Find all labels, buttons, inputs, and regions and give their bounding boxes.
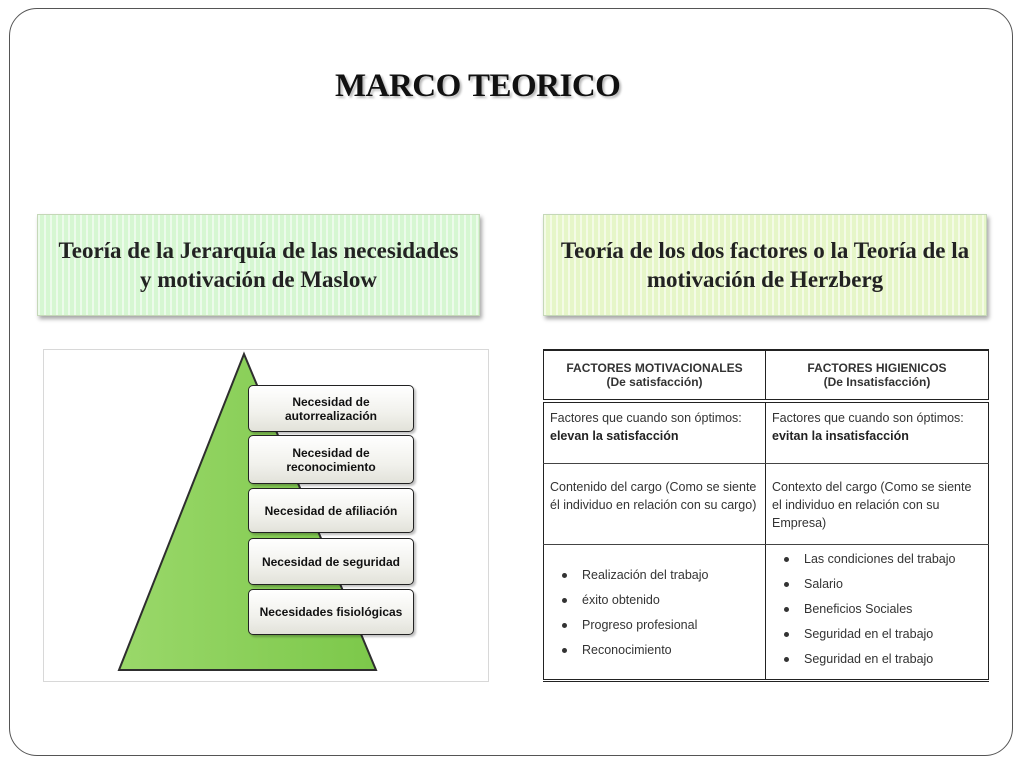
need-level-autorrealizacion: Necesidad de autorrealización xyxy=(248,385,414,432)
header-motivacionales-sub: (De satisfacción) xyxy=(606,375,703,389)
cell-optimos-higienicos xyxy=(766,401,989,464)
higienicos-list xyxy=(772,547,982,672)
header-higienicos-sub: (De Insatisfacción) xyxy=(823,375,931,389)
table-row xyxy=(544,401,989,464)
need-level-seguridad: Necesidad de seguridad xyxy=(248,538,414,585)
table-header-row xyxy=(544,350,989,401)
herzberg-theory-box xyxy=(543,214,987,316)
maslow-pyramid-diagram xyxy=(43,349,489,682)
list-item: Progreso profesional xyxy=(582,613,759,638)
cell-optimos-motivacionales xyxy=(544,401,766,464)
cell-text: Factores que cuando son óptimos: xyxy=(772,411,964,425)
maslow-theory-title: Teoría de la Jerarquía de las necesidades y motivación de Maslow xyxy=(58,238,459,292)
table-row xyxy=(544,545,989,681)
maslow-theory-box xyxy=(37,214,480,316)
cell-text: Factores que cuando son óptimos: xyxy=(550,411,742,425)
herzberg-factors-table xyxy=(543,349,989,682)
page-title: MARCO TEORICO xyxy=(335,68,621,104)
motivacionales-list xyxy=(550,547,759,663)
cell-higienicos-list xyxy=(766,545,989,681)
need-level-fisiologicas: Necesidades fisiológicas xyxy=(248,589,414,635)
header-higienicos-label: FACTORES HIGIENICOS xyxy=(807,361,947,375)
list-item: éxito obtenido xyxy=(582,588,759,613)
table-row xyxy=(544,464,989,545)
list-item: Realización del trabajo xyxy=(582,563,759,588)
need-level-reconocimiento: Necesidad de reconocimiento xyxy=(248,435,414,484)
need-level-afiliacion: Necesidad de afiliación xyxy=(248,488,414,533)
header-motivacionales-label: FACTORES MOTIVACIONALES xyxy=(566,361,743,375)
list-item: Beneficios Sociales xyxy=(804,597,982,622)
cell-text-bold: elevan la satisfacción xyxy=(550,429,679,443)
cell-contenido-cargo: Contenido del cargo (Como se siente él individuo en relación con su cargo) xyxy=(544,464,766,545)
cell-contexto-cargo: Contexto del cargo (Como se siente el individuo en relación con su Empresa) xyxy=(766,464,989,545)
list-item: Seguridad en el trabajo xyxy=(804,622,982,647)
cell-text-bold: evitan la insatisfacción xyxy=(772,429,909,443)
herzberg-theory-title: Teoría de los dos factores o la Teoría de la motivación de Herzberg xyxy=(560,238,970,292)
header-motivacionales xyxy=(544,350,766,401)
list-item: Las condiciones del trabajo xyxy=(804,547,982,572)
list-item: Salario xyxy=(804,572,982,597)
cell-motivacionales-list xyxy=(544,545,766,681)
list-item: Seguridad en el trabajo xyxy=(804,647,982,672)
list-item: Reconocimiento xyxy=(582,638,759,663)
header-higienicos xyxy=(766,350,989,401)
